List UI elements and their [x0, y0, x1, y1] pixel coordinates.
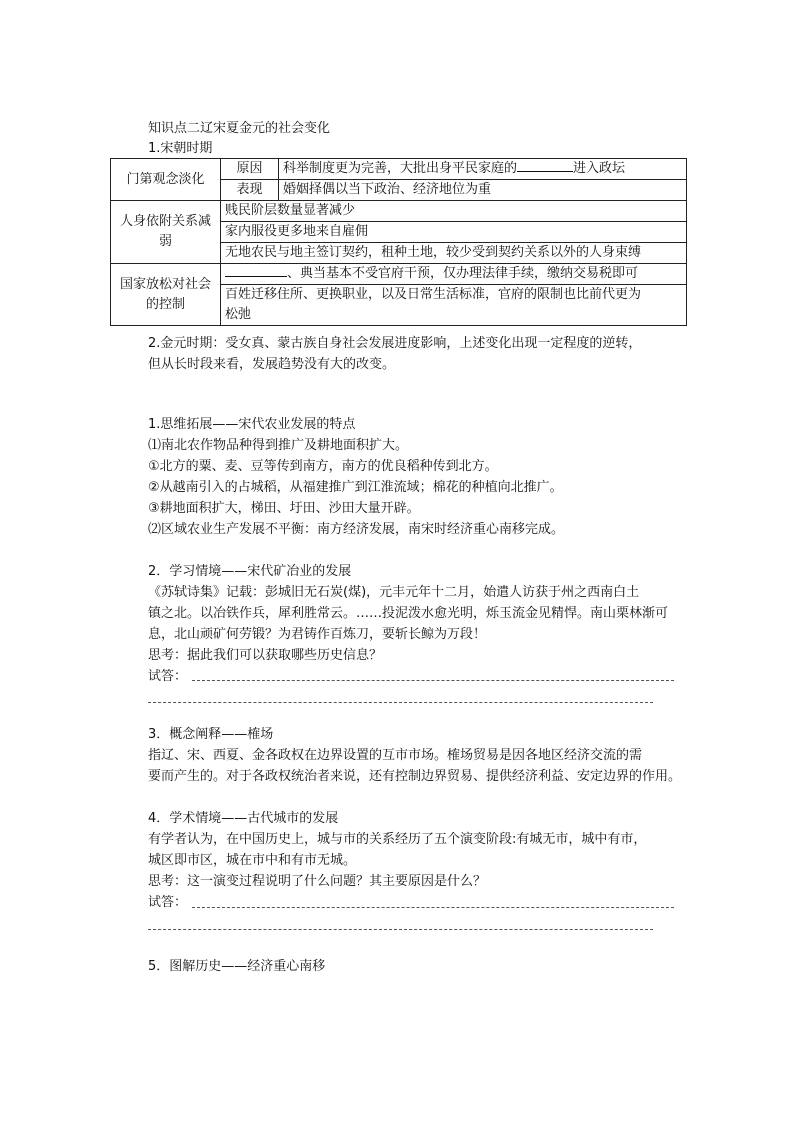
category-renshen: 人身依附关系减弱 [111, 201, 221, 264]
city-answer-label: 试答： [148, 895, 188, 910]
answer-line[interactable] [148, 929, 653, 930]
mining-line: 《苏轼诗集》记载：彭城旧无石炭(煤)，元丰元年十二月，始遣人访获于州之西南白土 [148, 585, 640, 600]
table-row [111, 264, 687, 285]
song-change-table [110, 158, 687, 326]
mining-answer-label: 试答： [148, 669, 188, 684]
label-cause: 原因 [221, 159, 279, 180]
guojia-item: 百姓迁移住所、更换职业，以及日常生活标准，官府的限制也比前代更为 松弛 [221, 285, 687, 326]
expand-line: ⑴南北农作物品种得到推广及耕地面积扩大。 [148, 438, 409, 453]
expand-title: 1.思维拓展——宋代农业发展的特点 [148, 417, 356, 432]
mining-line: 镇之北。以冶铁作兵，犀利胜常云。……投泥泼水愈光明，烁玉流金见精悍。南山栗林渐可 [148, 606, 669, 621]
section-title: 知识点二辽宋夏金元的社会变化 [148, 121, 331, 136]
city-line: 城区即市区，城在市中和有市无城。 [148, 853, 357, 868]
guojia-item: 、典当基本不受官府干预，仅办理法律手续，缴纳交易税即可 [221, 264, 687, 285]
quechang-line: 指辽、宋、西夏、金各政权在边界设置的互市市场。榷场贸易是因各地区经济交流的需 [148, 748, 643, 763]
table-row [111, 159, 687, 180]
jinyuan-line: 但从长时段来看，发展趋势没有大的改变。 [148, 357, 396, 372]
diagram-title: 5．图解历史——经济重心南移 [148, 959, 326, 974]
category-guojia: 国家放松对社会的控制 [111, 264, 221, 326]
answer-line[interactable] [192, 907, 674, 908]
mining-title: 2．学习情境——宋代矿冶业的发展 [148, 564, 352, 579]
cause-text: 科举制度更为完善，大批出身平民家庭的 进入政坛 [279, 159, 687, 180]
expand-line: ①北方的粟、麦、豆等传到南方，南方的优良稻种传到北方。 [148, 459, 498, 474]
category-menfa: 门第观念淡化 [111, 159, 221, 201]
mining-line: 息，北山顽矿何劳锻？为君铸作百炼刀，要斩长鲸为万段！ [148, 627, 487, 642]
song-heading: 1.宋朝时期 [148, 141, 213, 156]
jinyuan-line: 2.金元时期：受女真、蒙古族自身社会发展进度影响，上述变化出现一定程度的逆转， [148, 336, 642, 351]
table-row [111, 201, 687, 222]
city-title: 4．学术情境——古代城市的发展 [148, 811, 339, 826]
label-manifest: 表现 [221, 180, 279, 201]
expand-line: ②从越南引入的占城稻，从福建推广到江淮流域；棉花的种植向北推广。 [148, 480, 563, 495]
expand-line: ⑵区域农业生产发展不平衡：南方经济发展，南宋时经济重心南移完成。 [148, 522, 565, 537]
answer-line[interactable] [192, 680, 674, 681]
expand-line: ③耕地面积扩大，梯田、圩田、沙田大量开辟。 [148, 501, 420, 516]
answer-line[interactable] [148, 702, 653, 703]
quechang-line: 要而产生的。对于各政权统治者来说，还有控制边界贸易、提供经济利益、安定边界的作用。 [148, 769, 682, 784]
fill-blank[interactable] [225, 264, 287, 277]
fill-blank[interactable] [517, 159, 573, 172]
city-question: 思考：这一演变过程说明了什么问题？其主要原因是什么？ [148, 874, 487, 889]
mining-question: 思考：据此我们可以获取哪些历史信息？ [148, 648, 383, 663]
quechang-title: 3．概念阐释——榷场 [148, 727, 274, 742]
renshen-item: 无地农民与地主签订契约，租种土地，较少受到契约关系以外的人身束缚 [221, 243, 687, 264]
renshen-item: 家内服役更多地来自雇佣 [221, 222, 687, 243]
city-line: 有学者认为，在中国历史上，城与市的关系经历了五个演变阶段:有城无市，城中有市， [148, 832, 647, 847]
renshen-item: 贱民阶层数量显著减少 [221, 201, 687, 222]
manifest-text: 婚姻择偶以当下政治、经济地位为重 [279, 180, 687, 201]
